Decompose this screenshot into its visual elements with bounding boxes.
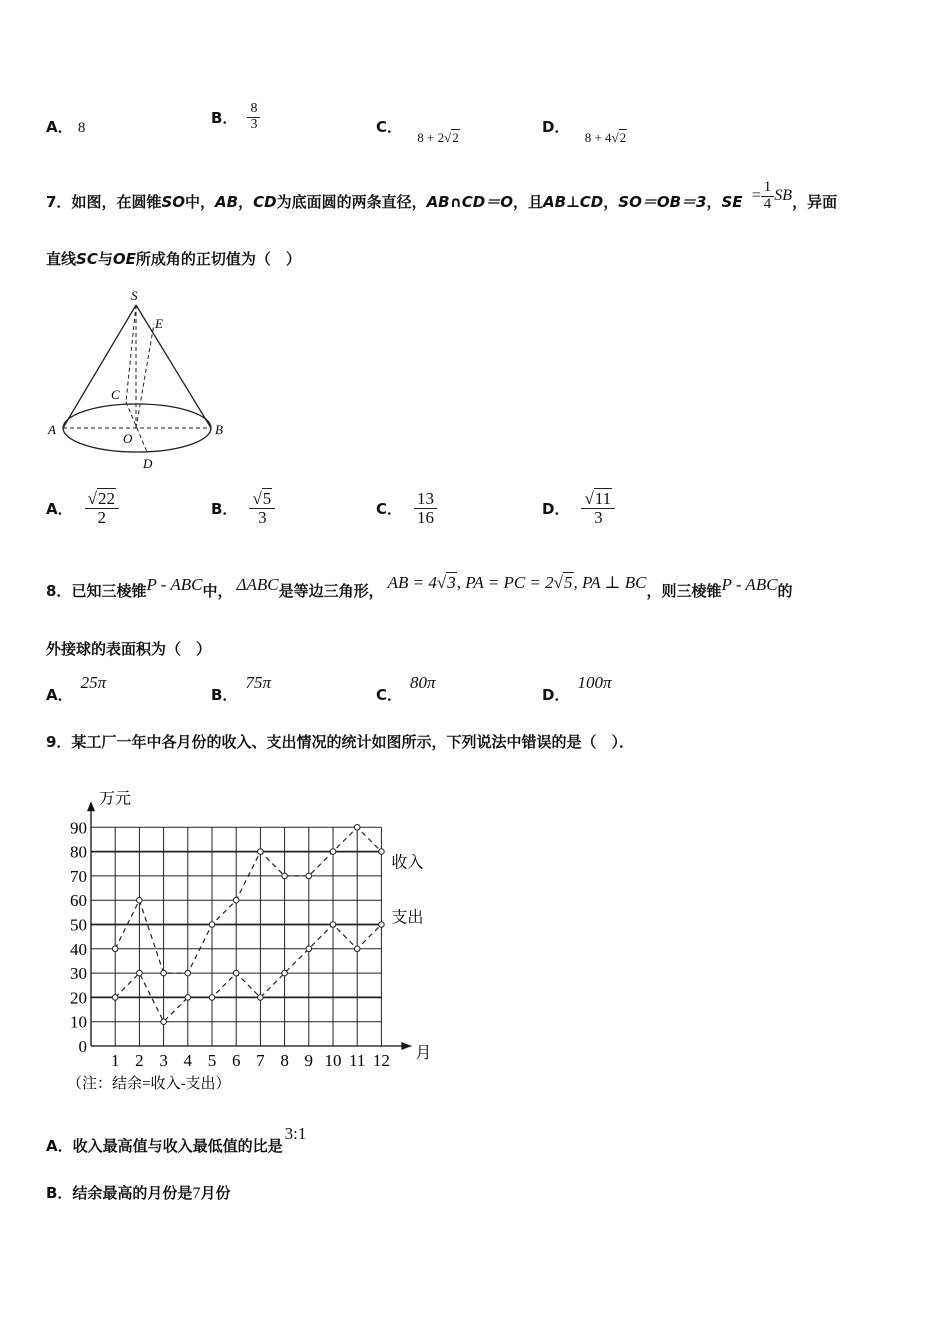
math: SO＝OB＝3 <box>618 192 707 211</box>
expense-point <box>185 995 191 1001</box>
option-label: B． <box>211 108 238 127</box>
math: ΔABC <box>236 575 279 594</box>
y-tick-label: 80 <box>70 842 87 862</box>
y-tick-label: 30 <box>70 964 87 984</box>
income-point <box>379 849 385 855</box>
x-axis-label: 月 <box>415 1045 432 1062</box>
x-tick-labels <box>111 1051 390 1070</box>
y-tick-label: 20 <box>70 988 87 1008</box>
expense-point <box>379 922 385 928</box>
income-point <box>112 946 118 952</box>
q6-option-c[interactable] <box>376 116 460 145</box>
equals: = <box>751 187 761 205</box>
option-label: B． <box>211 686 238 704</box>
income-expense-chart <box>55 780 445 1090</box>
radicand: 5 <box>262 489 272 508</box>
text: ，且 <box>513 192 544 211</box>
income-point <box>258 849 264 855</box>
math: SC <box>76 250 98 268</box>
option-value: 8 + 4√2 <box>584 130 627 145</box>
q7-option-a[interactable] <box>46 490 119 527</box>
q8-option-c[interactable] <box>376 673 436 705</box>
expense-point <box>354 946 360 952</box>
denominator: 2 <box>97 507 107 527</box>
text: 中， <box>185 192 216 211</box>
option-label: A． <box>46 686 73 704</box>
y-tick-label: 0 <box>78 1037 87 1056</box>
text: ，则三棱锥 <box>646 582 722 600</box>
q8-stem-line2: 外接球的表面积为（ ） <box>46 640 212 658</box>
income-point <box>282 873 288 879</box>
denominator: 3 <box>258 507 267 527</box>
expense-point <box>137 970 143 976</box>
option-label: C． <box>376 499 403 518</box>
x-tick-label: 6 <box>231 1051 241 1070</box>
label-a: A <box>48 422 56 437</box>
option-label: D． <box>542 499 570 518</box>
income-point <box>161 970 167 976</box>
text: 为底面圆的两条直径， <box>276 192 427 211</box>
x-tick-label: 3 <box>159 1051 168 1070</box>
option-label: D． <box>542 118 570 136</box>
denominator: 16 <box>417 507 435 527</box>
text: 直线 <box>46 250 77 268</box>
series-label-income: 收入 <box>391 854 424 872</box>
income-point <box>137 897 143 903</box>
fraction <box>249 490 275 527</box>
x-tick-label: 12 <box>372 1051 390 1070</box>
text: ， <box>706 192 722 211</box>
x-tick-label: 7 <box>256 1051 265 1070</box>
numerator: √22 <box>85 490 119 509</box>
x-axis-arrow <box>401 1042 411 1050</box>
label-o: O <box>123 431 133 446</box>
income-point <box>209 922 215 928</box>
math: AB∩CD＝O <box>426 192 514 211</box>
text: ，异面 <box>792 192 838 211</box>
q7-option-b[interactable] <box>211 490 275 527</box>
label-e: E <box>155 316 163 331</box>
q6-option-b[interactable] <box>211 102 260 132</box>
q6-option-a[interactable] <box>46 116 85 137</box>
x-tick-label: 9 <box>304 1051 314 1070</box>
expense-point <box>209 995 215 1001</box>
option-value: 100π <box>577 673 612 692</box>
math: SE <box>721 192 743 211</box>
option-value: 7 <box>192 1185 201 1202</box>
label-c: C <box>111 387 120 402</box>
label-s: S <box>131 288 138 303</box>
radicand: 2 <box>452 130 459 145</box>
numerator: 1 <box>761 180 775 197</box>
x-tick-label: 10 <box>324 1051 342 1070</box>
denominator: 4 <box>763 195 772 212</box>
math: CD <box>253 192 277 211</box>
option-label: C． <box>376 686 403 704</box>
expense-point <box>233 970 239 976</box>
income-point <box>233 897 239 903</box>
expense-point <box>330 922 336 928</box>
option-label: A． <box>46 118 73 136</box>
income-point <box>306 873 312 879</box>
y-axis-arrow <box>87 801 95 811</box>
radicand: 22 <box>97 489 115 508</box>
option-value: 75π <box>245 673 271 692</box>
expr: , PA ⊥ BC <box>573 573 647 592</box>
denominator: 3 <box>250 116 258 132</box>
q9-stem: 9．某工厂一年中各月份的收入、支出情况的统计如图所示，下列说法中错误的是（ ）． <box>46 733 634 751</box>
income-point <box>185 970 191 976</box>
y-tick-labels <box>70 818 87 1056</box>
q9-option-b[interactable] <box>46 1182 230 1203</box>
condition-math: AB = 4√3, PA = PC = 2√5, PA ⊥ BC <box>387 573 647 592</box>
option-value: 8 + 2√2 <box>417 130 459 145</box>
option-label: D． <box>542 686 570 704</box>
math: P - ABC <box>146 575 203 594</box>
math: AB <box>215 192 239 211</box>
question-number: 8． <box>46 582 72 600</box>
chart-grid <box>87 801 411 1050</box>
q8-option-d[interactable] <box>542 673 612 705</box>
numerator: 8 <box>247 102 260 118</box>
expr: 8 + 4 <box>584 130 612 145</box>
text: 所成角的正切值为（ ） <box>135 250 301 268</box>
text: 已知三棱锥 <box>71 582 147 600</box>
q7-option-c[interactable] <box>376 490 437 527</box>
expense-point <box>112 995 118 1001</box>
y-axis-label: 万元 <box>99 790 132 808</box>
chart-note: （注：结余=收入-支出） <box>67 1076 231 1090</box>
q8-option-a[interactable] <box>46 673 107 705</box>
label-d: D <box>143 456 153 471</box>
x-tick-label: 1 <box>110 1051 120 1070</box>
text: 中， <box>202 582 233 600</box>
option-label: C． <box>376 118 403 136</box>
x-tick-label: 4 <box>183 1051 193 1070</box>
expr: AB = 4 <box>387 573 437 592</box>
q7-option-d[interactable] <box>542 490 615 527</box>
question-number: 7． <box>46 192 72 211</box>
x-tick-label: 8 <box>280 1051 289 1070</box>
q9-option-a[interactable] <box>46 1124 307 1156</box>
radicand: 11 <box>594 489 612 508</box>
option-text: B．结余最高的月份是 <box>46 1184 193 1202</box>
option-value: 25π <box>80 673 107 692</box>
expr: 8 + 2 <box>417 130 445 145</box>
numerator: √11 <box>581 490 615 509</box>
expense-point <box>258 995 264 1001</box>
fraction <box>247 102 260 132</box>
y-tick-label: 10 <box>70 1012 87 1032</box>
q8-stem-line1 <box>46 573 916 601</box>
slant-sa <box>63 305 136 428</box>
q8-option-b[interactable] <box>211 673 271 705</box>
expense-point <box>161 1019 167 1025</box>
numerator: 13 <box>414 490 437 509</box>
option-label: A． <box>46 499 73 518</box>
x-tick-label: 11 <box>349 1051 366 1070</box>
option-text: A．收入最高值与收入最低值的比是 <box>46 1137 283 1155</box>
radicand: 2 <box>619 130 627 145</box>
series-label-expense: 支出 <box>391 909 424 927</box>
denominator: 3 <box>594 507 603 527</box>
expr: , PA = PC = 2 <box>456 573 554 592</box>
radicand: 5 <box>564 573 573 592</box>
income-point <box>330 849 336 855</box>
y-tick-label: 40 <box>70 939 87 959</box>
math: SB <box>774 187 793 205</box>
fraction <box>85 490 119 527</box>
fraction <box>414 490 437 527</box>
income-point <box>354 825 360 831</box>
text: ， <box>238 192 254 211</box>
y-tick-label: 90 <box>70 818 87 838</box>
x-tick-label: 5 <box>207 1051 217 1070</box>
expense-point <box>282 970 288 976</box>
math: P - ABC <box>721 575 778 594</box>
numerator: √5 <box>249 490 275 509</box>
se-expression <box>752 180 792 213</box>
expense-point <box>306 946 312 952</box>
text: 如图，在圆锥 <box>71 192 162 211</box>
x-tick-label: 2 <box>135 1051 144 1070</box>
option-label: B． <box>211 499 238 518</box>
y-tick-label: 70 <box>70 866 87 886</box>
text: 与 <box>97 250 113 268</box>
segment-oe <box>136 324 154 428</box>
q7-stem-line1 <box>46 179 916 219</box>
option-value: 3:1 <box>284 1124 307 1143</box>
fraction <box>761 180 775 213</box>
text: 是等边三角形， <box>278 582 384 600</box>
cone-figure <box>40 282 240 474</box>
radicand: 3 <box>447 573 456 592</box>
option-text: 月份 <box>200 1184 231 1202</box>
slant-sb <box>136 305 211 428</box>
option-value: 8 <box>77 120 86 136</box>
option-value: 80π <box>410 673 436 692</box>
y-tick-label: 50 <box>70 915 87 935</box>
q6-option-d[interactable] <box>542 116 627 145</box>
label-b: B <box>215 422 223 437</box>
text: ， <box>603 192 619 211</box>
math: AB⊥CD <box>543 192 604 211</box>
q7-stem-line2 <box>46 248 301 269</box>
math: SO <box>161 192 186 211</box>
text: 的 <box>777 582 793 600</box>
fraction <box>581 490 615 527</box>
math: OE <box>112 250 136 268</box>
y-tick-label: 60 <box>70 891 87 911</box>
